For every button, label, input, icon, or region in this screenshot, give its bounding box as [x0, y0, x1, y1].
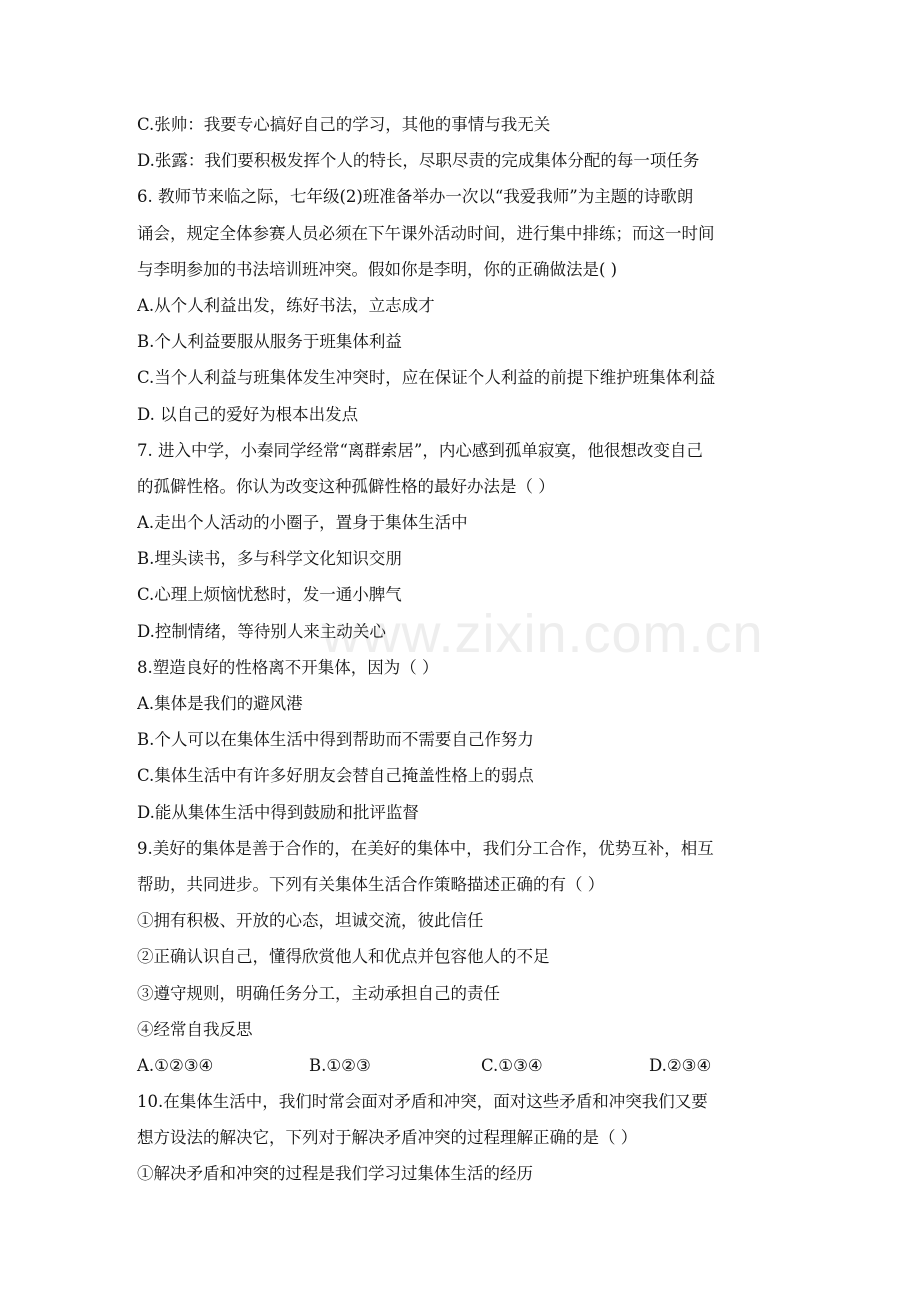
option-d-q5: D.张露：我们要积极发挥个人的特长，尽职尽责的完成集体分配的每一项任务 — [137, 151, 700, 171]
option-c-q8: C.集体生活中有许多好朋友会替自己掩盖性格上的弱点 — [137, 766, 534, 786]
option-a-q8: A.集体是我们的避风港 — [137, 694, 303, 713]
statement-4-q9: ④经常自我反思 — [137, 1019, 253, 1039]
question-6-line-1: 6. 教师节来临之际，七年级(2)班准备举办一次以“我爱我师”为主题的诗歌朗 — [137, 187, 694, 207]
option-c-q7: C.心理上烦恼忧愁时，发一通小脾气 — [137, 585, 402, 605]
document-body — [137, 107, 787, 1193]
question-7-line-2: 的孤僻性格。你认为改变这种孤僻性格的最好办法是（ ） — [137, 476, 555, 496]
option-d-q6: D. 以自己的爱好为根本出发点 — [137, 404, 359, 424]
question-10-line-1: 10.在集体生活中，我们时常会面对矛盾和冲突，面对这些矛盾和冲突我们又要 — [137, 1092, 708, 1112]
statement-1-q9: ①拥有积极、开放的心态，坦诚交流，彼此信任 — [137, 911, 484, 931]
option-d-q9: D.②③④ — [649, 1055, 712, 1075]
q9-options-row — [137, 1048, 787, 1084]
option-d-q8: D.能从集体生活中得到鼓励和批评监督 — [137, 802, 419, 822]
statement-1-q10: ①解决矛盾和冲突的过程是我们学习过集体生活的经历 — [137, 1164, 533, 1184]
watermark: www.zixin.com.cn — [321, 604, 764, 664]
option-a-q6: A.从个人利益出发，练好书法，立志成才 — [137, 295, 435, 315]
option-a-q9: A.①②③④ — [137, 1055, 214, 1075]
option-a-q7: A.走出个人活动的小圈子，置身于集体生活中 — [137, 513, 468, 533]
question-10-line-2: 想方设法的解决它，下列对于解决矛盾冲突的过程理解正确的是（ ） — [137, 1128, 638, 1148]
option-b-q9: B.①②③ — [309, 1055, 371, 1075]
statement-3-q9: ③遵守规则，明确任务分工，主动承担自己的责任 — [137, 983, 500, 1003]
option-b-q8: B.个人可以在集体生活中得到帮助而不需要自己作努力 — [137, 730, 534, 750]
option-b-q7: B.埋头读书，多与科学文化知识交朋 — [137, 549, 402, 569]
option-c-q6: C.当个人利益与班集体发生冲突时，应在保证个人利益的前提下维护班集体利益 — [137, 368, 716, 388]
question-9-line-2: 帮助，共同进步。下列有关集体生活合作策略描述正确的有（ ） — [137, 874, 605, 894]
question-6-line-3: 与李明参加的书法培训班冲突。假如你是李明，你的正确做法是( ) — [137, 259, 618, 279]
option-b-q6: B.个人利益要服从服务于班集体利益 — [137, 332, 402, 352]
question-8: 8.塑造良好的性格离不开集体，因为（ ） — [137, 657, 439, 677]
question-6-line-2: 诵会，规定全体参赛人员必须在下午课外活动时间，进行集中排练；而这一时间 — [137, 223, 715, 243]
statement-2-q9: ②正确认识自己，懂得欣赏他人和优点并包容他人的不足 — [137, 947, 550, 967]
option-d-q7: D.控制情绪，等待别人来主动关心 — [137, 621, 386, 641]
option-c-q5: C.张帅：我要专心搞好自己的学习，其他的事情与我无关 — [137, 115, 551, 134]
question-7-line-1: 7. 进入中学，小秦同学经常“离群索居”，内心感到孤单寂寞，他很想改变自己 — [137, 440, 703, 460]
question-9-line-1: 9.美好的集体是善于合作的，在美好的集体中，我们分工合作，优势互补，相互 — [137, 838, 714, 858]
option-c-q9: C.①③④ — [481, 1055, 543, 1075]
